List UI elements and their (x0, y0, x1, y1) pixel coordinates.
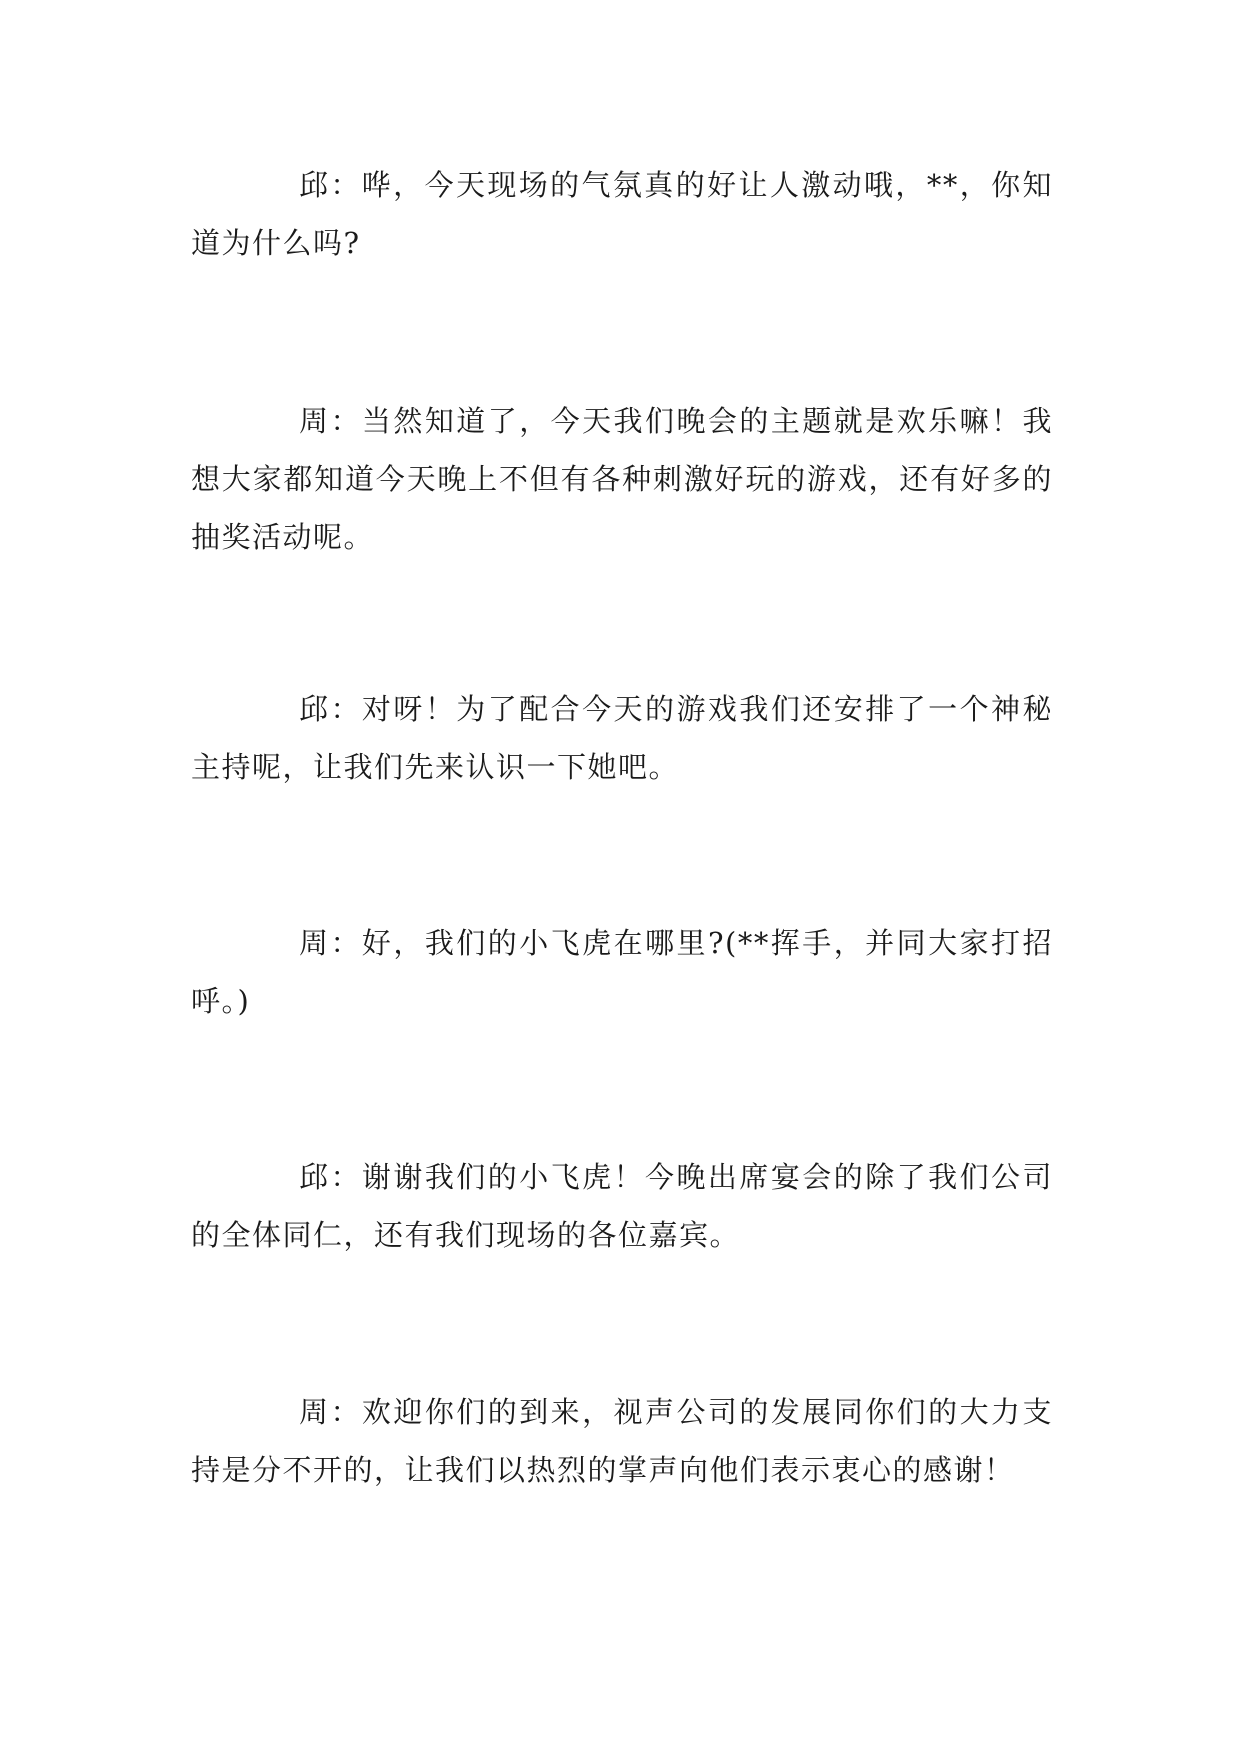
dialogue-paragraph-2: 周：当然知道了，今天我们晚会的主题就是欢乐嘛！我想大家都知道今天晚上不但有各种刺激好玩的游戏，还有好多的抽奖活动呢。 (191, 404, 1053, 554)
dialogue-paragraph-5: 邱：谢谢我们的小飞虎！今晚出席宴会的除了我们公司的全体同仁，还有我们现场的各位嘉宾。 (191, 1160, 1053, 1252)
dialogue-paragraph-1: 邱：哗，今天现场的气氛真的好让人激动哦，**，你知道为什么吗? (191, 168, 1053, 260)
dialogue-paragraph-4: 周：好，我们的小飞虎在哪里?(**挥手，并同大家打招呼。) (191, 926, 1053, 1018)
dialogue-paragraph-3: 邱：对呀！为了配合今天的游戏我们还安排了一个神秘主持呢，让我们先来认识一下她吧。 (191, 692, 1053, 784)
dialogue-paragraph-6: 周：欢迎你们的到来，视声公司的发展同你们的大力支持是分不开的，让我们以热烈的掌声向他们表示衷心的感谢！ (191, 1395, 1053, 1487)
